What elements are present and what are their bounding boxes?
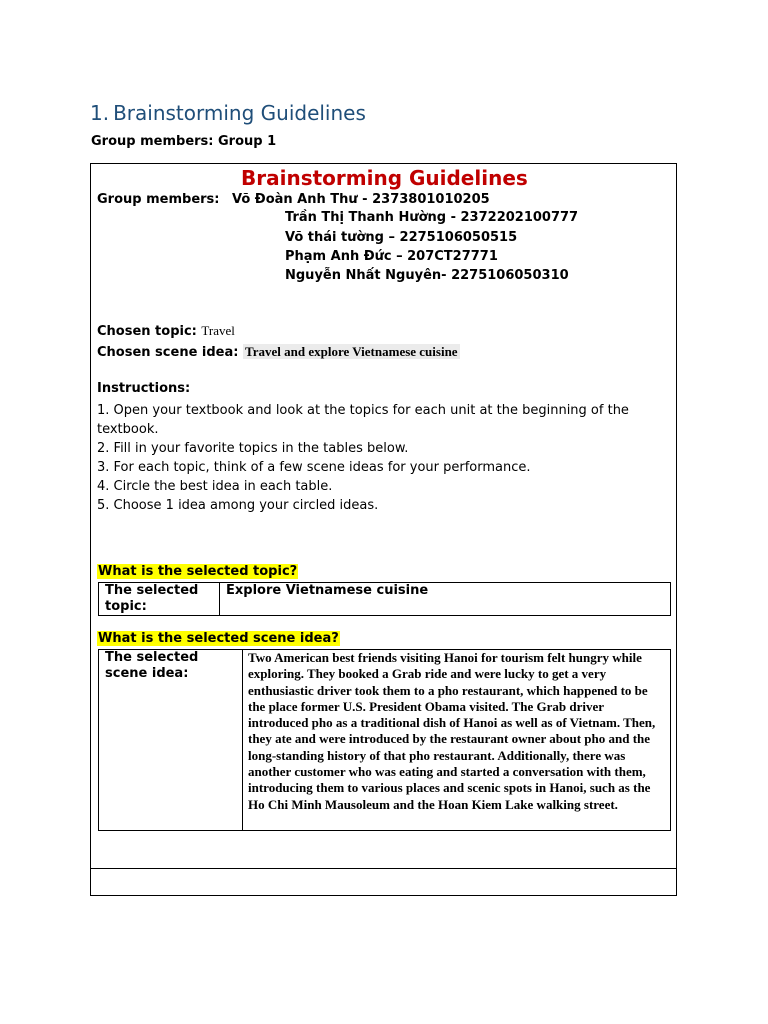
table-row <box>99 650 671 831</box>
selected-scene-question: What is the selected scene idea? <box>98 631 339 646</box>
section-heading: 1. Brainstorming Guidelines <box>90 101 366 125</box>
selected-scene-value: Two American best friends visiting Hanoi for tourism felt hungry while exploring. They booked a Grab ride and were lucky to get a very enthusiastic driver took them to a pho restaurant, which happened to be the place former U.S. President Obama visited. The Grab driver introduced pho as a traditional dish of Hanoi as well as of Vietnam. Then, they ate and were introduced by the restaurant owner about pho and the long-standing history of that pho restaurant. Additionally, there was another customer who was eating and started a conversation with them, introducing them to various places and scenic spots in Hanoi, such as the Ho Chi Minh Mausoleum and the Hoan Kiem Lake walking street. <box>243 650 671 831</box>
member-4: Phạm Anh Đức – 207CT27771 <box>285 249 498 264</box>
instruction-item: 5. Choose 1 idea among your circled ideas. <box>97 498 379 513</box>
guidelines-box <box>90 163 677 896</box>
instructions-title: Instructions: <box>97 381 191 396</box>
instructions-list <box>97 401 667 515</box>
chosen-topic-row <box>97 323 235 339</box>
selected-topic-label: The selected topic: <box>99 583 220 616</box>
chosen-topic-label: Chosen topic: <box>97 324 197 339</box>
chosen-topic-value: Travel <box>201 323 235 338</box>
selected-topic-value: Explore Vietnamese cuisine <box>220 583 671 616</box>
chosen-scene-row <box>97 344 460 360</box>
chosen-scene-label: Chosen scene idea: <box>97 345 239 360</box>
member-3: Võ thái tường – 2275106050515 <box>285 230 518 245</box>
box-title: Brainstorming Guidelines <box>241 166 528 190</box>
instruction-item: 2. Fill in your favorite topics in the tables below. <box>97 441 409 456</box>
instruction-item: 1. Open your textbook and look at the topics for each unit at the beginning of the textbook. <box>97 403 629 437</box>
table-row <box>99 583 671 616</box>
selected-topic-question: What is the selected topic? <box>98 564 298 579</box>
selected-scene-table <box>98 649 671 831</box>
instruction-item: 3. For each topic, think of a few scene ideas for your performance. <box>97 460 531 475</box>
member-5: Nguyễn Nhất Nguyên- 2275106050310 <box>285 268 569 283</box>
instruction-item: 4. Circle the best idea in each table. <box>97 479 333 494</box>
selected-topic-table <box>98 582 671 616</box>
member-2: Trần Thị Thanh Hường - 2372202100777 <box>285 210 579 225</box>
group-members-line: Group members: Group 1 <box>91 134 277 149</box>
member-1: Võ Đoàn Anh Thư - 2373801010205 <box>232 192 490 207</box>
selected-scene-label: The selected scene idea: <box>99 650 243 831</box>
chosen-scene-value: Travel and explore Vietnamese cuisine <box>245 344 458 359</box>
members-label: Group members: <box>97 192 220 207</box>
box-divider <box>91 868 676 869</box>
